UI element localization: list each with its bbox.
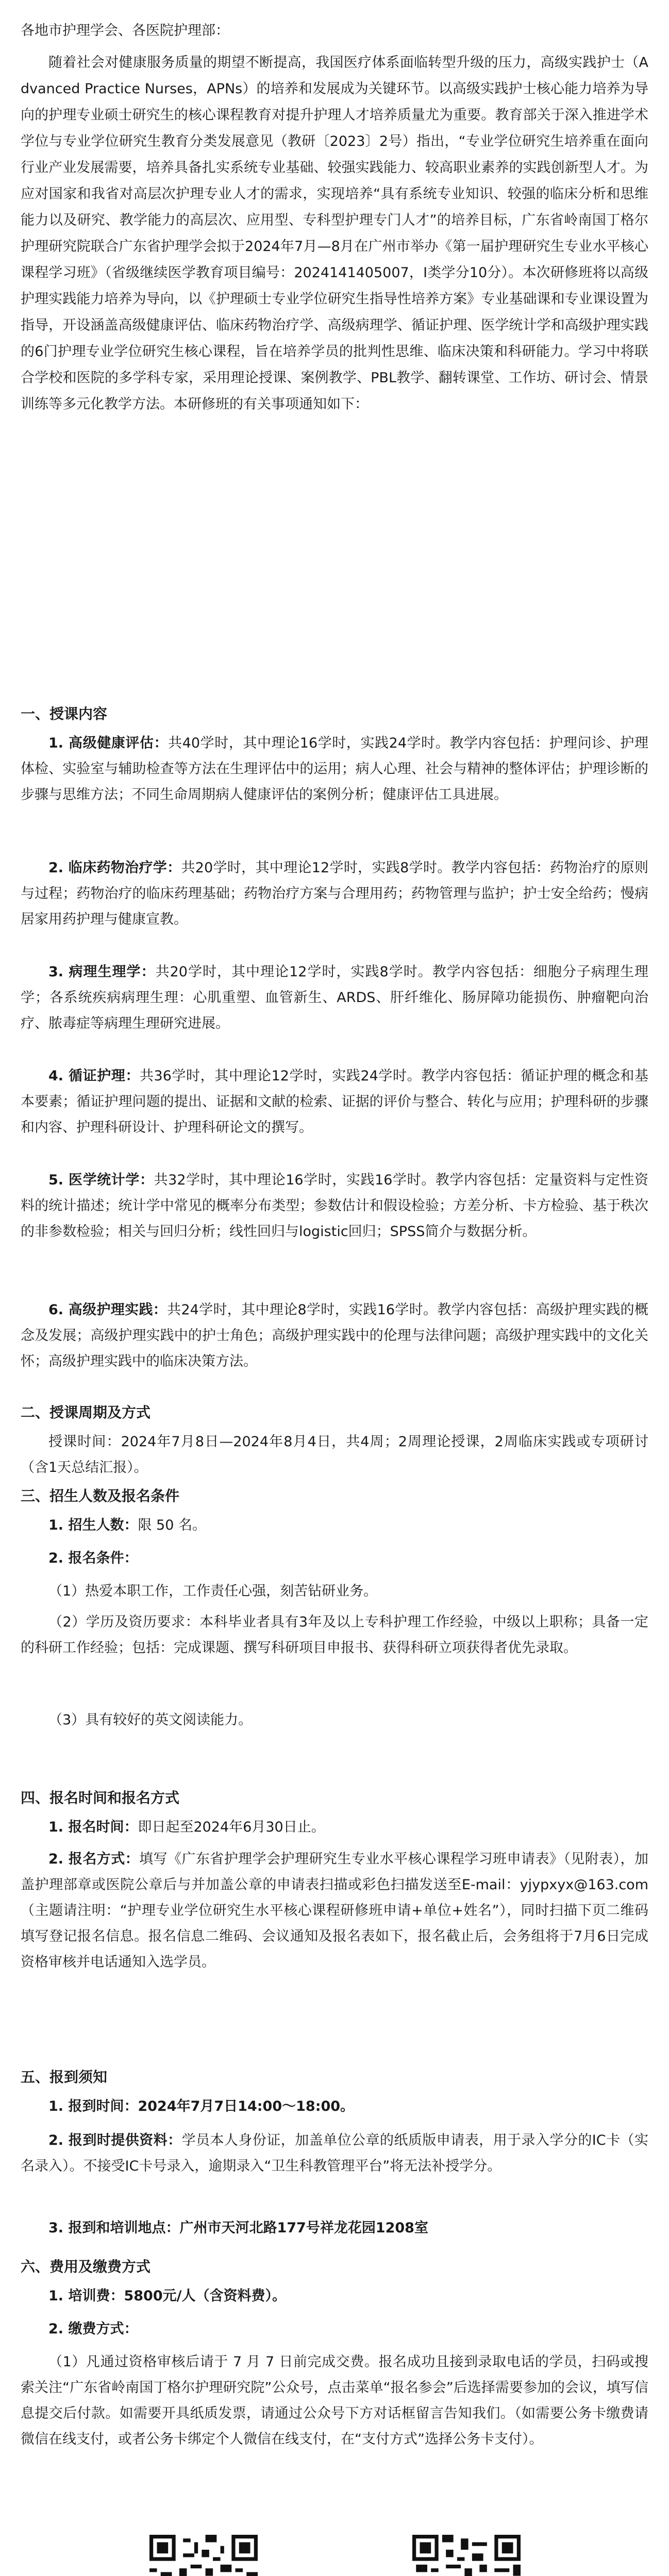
intro-paragraph: 随着社会对健康服务质量的期望不断提高，我国医疗体系面临转型升级的压力，高级实践护士（Advanced Practice Nurses，APNs）的培养和发展成为关键环节。以高级实践护士核心能力培养为导向的护理专业硕士研究生的核心课程教育对提升护理人才培养质量尤为重要。教育部关于深入推进学术学位与专业学位研究生教育分类发展意见（教研〔2023〕2号）指出，“专业学位研究生培养重在面向行业产业发展需要，培养具备扎实系统专业基础、较强实践能力、较高职业素养的实践创新型人才。为应对国家和我省对高层次护理专业人才的需求，实现培养“具有系统专业知识、较强的临床分析和思维能力以及研究、教学能力的高层次、应用型、专科型护理专门人才”的培养目标，广东省岭南国丁格尔护理研究院联合广东省护理学会拟于2024年7月—8月在广州市举办《第一届护理研究生专业水平核心课程学习班》（省级继续医学教育项目编号：2024141405007，I类学分10分）。本次研修班将以高级护理实践能力培养为导向，以《护理硕士专业学位研究生指导性培养方案》专业基础课和专业课设置为指导，开设涵盖高级健康评估、临床药物治疗学、高级病理学、循证护理、医学统计学和高级护理实践的6门护理专业学位研究生核心课程，旨在培养学员的批判性思维、临床决策和科研能力。学习中将联合学校和医院的多学科专家，采用理论授课、案例教学、PBL教学、翻转课堂、工作坊、研讨会、情景训练等多元化教学方法。本研修班的有关事项通知如下：: [21, 55, 648, 412]
section-heading-signup: 四、报名时间和报名方式: [21, 1789, 180, 1806]
report-materials: [21, 2128, 648, 2179]
qr-signup[interactable]: [149, 2535, 258, 2576]
qr-code-icon: [149, 2535, 258, 2576]
signup-way: [21, 1846, 648, 1975]
report-materials-label: 2. 报到时提供资料：: [48, 2132, 182, 2148]
course-text: 共20学时，其中理论12学时，实践8学时。教学内容包括：药物治疗的原则与过程；药物治疗的临床药理基础；药物治疗方案与合理用药；药物管理与监护；护士安全给药；慢病居家用药护理与健康宣教。: [21, 860, 649, 927]
qr-code-icon: [412, 2535, 521, 2576]
recruit-count: [21, 1513, 648, 1538]
fee-payment-label: [21, 2316, 648, 2342]
recruit-condition-1: （1）热爱本职工作，工作责任心强，刻苦钻研业务。: [48, 1583, 378, 1599]
recruit-condition-3: （3）具有较好的英文阅读能力。: [48, 1712, 253, 1728]
report-materials-value: 学员本人身份证，加盖单位公章的纸质版申请表，用于录入学分的IC卡（实名录入）。不接受IC卡号录入，逾期录入“卫生科教管理平台”将无法补授学分。: [21, 2132, 648, 2174]
signup-time-label: 1. 报名时间：: [48, 1819, 138, 1835]
section-heading-period: 二、授课周期及方式: [21, 1404, 151, 1421]
course-title: 5. 医学统计学：: [48, 1172, 154, 1188]
report-location-label: 3. 报到和培训地点：: [48, 2220, 180, 2236]
section-heading-report: 五、报到须知: [21, 2069, 108, 2086]
course-title: 4. 循证护理：: [48, 1068, 140, 1084]
course-2: [21, 855, 648, 933]
course-4: [21, 1063, 648, 1141]
report-time: [21, 2094, 648, 2120]
fee-training: [21, 2283, 648, 2309]
payment-label: 2. 缴费方式：: [48, 2321, 138, 2337]
course-text: 共20学时，其中理论12学时，实践8学时。教学内容包括：细胞分子病理生理学；各系统疾病病理生理：心肌重塑、血管新生、ARDS、肝纤维化、肠屏障功能损伤、肿瘤靶向治疗、脓毒症等病理生理研究进展。: [21, 964, 648, 1031]
recruit-count-value: 限 50 名。: [138, 1517, 206, 1533]
course-text: 共40学时，其中理论16学时，实践24学时。教学内容包括：护理问诊、护理体检、实验室与辅助检查等方法在生理评估中的运用；病人心理、社会与精神的整体评估；护理诊断的步骤与思维方法；不同生命周期病人健康评估的案例分析；健康评估工具进展。: [21, 735, 648, 803]
course-1: [21, 731, 648, 808]
signup-way-label: 2. 报名方式：: [48, 1851, 140, 1867]
course-title: 2. 临床药物治疗学：: [48, 860, 181, 876]
greeting: 各地市护理学会、各医院护理部：: [21, 23, 229, 39]
fee-training-value: 5800元/人（含资料费）。: [124, 2288, 286, 2304]
section-heading-recruit: 三、招生人数及报名条件: [21, 1487, 180, 1504]
section-heading-fee: 六、费用及缴费方式: [21, 2258, 151, 2275]
course-6: [21, 1297, 648, 1375]
report-time-label: 1. 报到时间：: [48, 2098, 138, 2114]
recruit-condition-2: （2）学历及资历要求：本科毕业者具有3年及以上专科护理工作经验，中级以上职称；具备一定的科研工作经验；包括：完成课题、撰写科研项目申报书、获得科研立项获得者优先录取。: [21, 1614, 648, 1656]
report-location: [21, 2215, 648, 2241]
course-3: [21, 959, 648, 1037]
section-heading-courses: 一、授课内容: [21, 705, 108, 722]
recruit-count-label: 1. 招生人数：: [48, 1517, 138, 1533]
course-5: [21, 1167, 648, 1245]
signup-way-value: 填写《广东省护理学会护理研究生专业水平核心课程学习班申请表》（见附表），加盖护理部章或医院公章后与并加盖公章的申请表扫描或彩色扫描发送至E-mail：yjypxyx@163.com（主题请注明：“护理专业学位研究生水平核心课程研修班申请+单位+姓名”），同时扫描下页二维码填写登记报名信息。报名信息二维码、会议通知及报名表如下，报名截止后，会务组将于7月6日完成资格审核并电话通知入选学员。: [21, 1851, 648, 1970]
qr-payment[interactable]: [412, 2535, 521, 2576]
condition-label: 2. 报名条件：: [48, 1550, 138, 1566]
period-text: 授课时间：2024年7月8日—2024年8月4日，共4周；2周理论授课，2周临床实践或专项研讨（含1天总结汇报）。: [21, 1434, 648, 1476]
course-title: 6. 高级护理实践：: [48, 1302, 168, 1318]
course-title: 3. 病理生理学：: [48, 964, 156, 980]
fee-training-label: 1. 培训费：: [48, 2288, 124, 2304]
report-time-value: 2024年7月7日14:00～18:00。: [138, 2098, 355, 2114]
course-title: 1. 高级健康评估：: [48, 735, 169, 751]
report-location-value: 广州市天河北路177号祥龙花园1208室: [179, 2220, 428, 2236]
signup-time: [21, 1815, 648, 1840]
recruit-condition-label: [21, 1546, 648, 1571]
course-text: 共36学时，其中理论12学时，实践24学时。教学内容包括：循证护理的概念和基本要素；循证护理问题的提出、证据和文献的检索、证据的评价与整合、转化与应用；护理科研的步骤和内容、护理科研设计、护理科研论文的撰写。: [21, 1068, 648, 1136]
fee-payment-p1: （1）凡通过资格审核后请于 7 月 7 日前完成交费。报名成功且接到录取电话的学员，扫码或搜索关注“广东省岭南国丁格尔护理研究院”公众号，点击菜单“报名参会”后选择需要参加的会议，填写信息提交后付款。如需要开具纸质发票，请通过公众号下方对话框留言告知我们。（如需要公务卡缴费请微信在线支付，或者公务卡绑定个人微信在线支付，在“支付方式”选择公务卡支付）。: [21, 2354, 648, 2447]
signup-time-value: 即日起至2024年6月30日止。: [138, 1819, 325, 1835]
course-text: 共24学时，其中理论8学时，实践16学时。教学内容包括：高级护理实践的概念及发展；高级护理实践中的护士角色；高级护理实践中的伦理与法律问题；高级护理实践中的文化关怀；高级护理实践中的临床决策方法。: [21, 1302, 648, 1369]
course-text: 共32学时，其中理论16学时，实践16学时。教学内容包括：定量资料与定性资料的统计描述；统计学中常见的概率分布类型；参数估计和假设检验；方差分析、卡方检验、基于秩次的非参数检验；相关与回归分析；线性回归与logistic回归；SPSS简介与数据分析。: [21, 1172, 648, 1240]
